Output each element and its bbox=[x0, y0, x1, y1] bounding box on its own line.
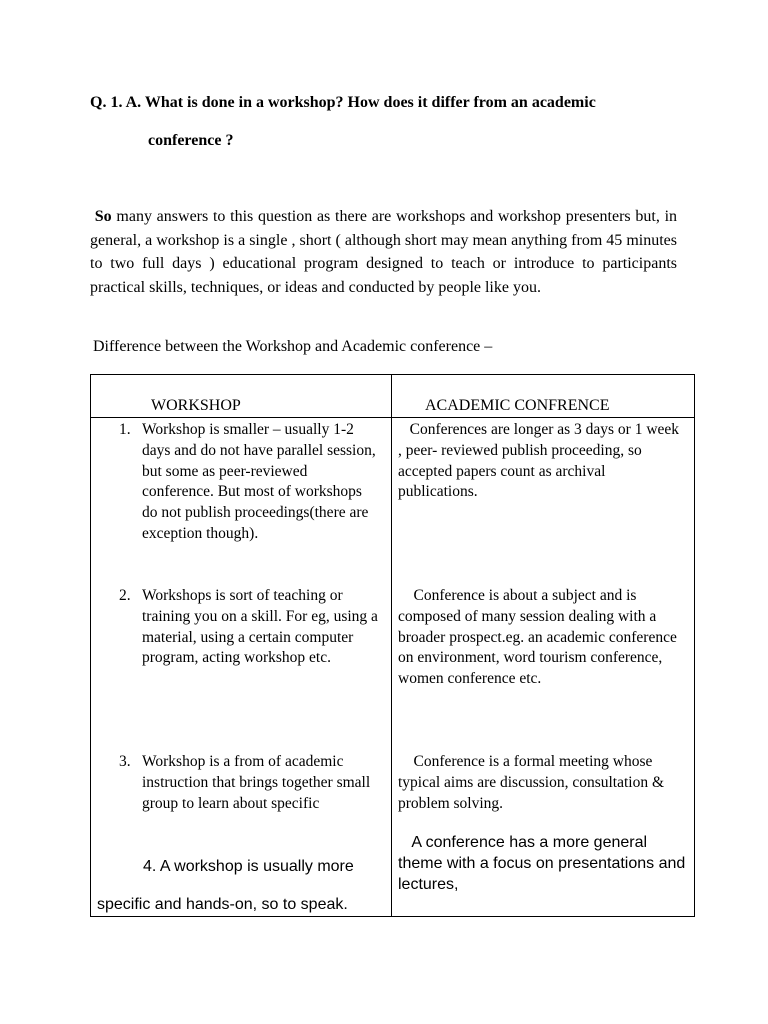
workshop-cell bbox=[91, 418, 392, 917]
workshop-point-4-continuation: specific and hands-on, so to speak. bbox=[97, 896, 348, 913]
question-line-1: Q. 1. A. What is done in a workshop? How does it differ from an academic bbox=[90, 94, 596, 111]
table-body-row bbox=[91, 418, 695, 917]
workshop-point-1-number: 1. bbox=[119, 421, 131, 438]
conference-point-2: Conference is about a subject and is composed of many session dealing with a broader prospect.eg. an academic conference on environment, word tourism conference, women conference etc. bbox=[398, 587, 677, 688]
conference-point-3: Conference is a formal meeting whose typical aims are discussion, consultation & problem solving. bbox=[398, 753, 665, 812]
intro-body: many answers to this question as there are workshops and workshop presenters but, in general, a workshop is a single , short ( although short may mean anything from 45 minutes to two full days ) educational program designed to teach or introduce to participants practical skills, techniques, or ideas and conducted by people like you. bbox=[90, 208, 678, 296]
workshop-point-3 bbox=[91, 752, 387, 814]
workshop-point-3-number: 3. bbox=[119, 753, 131, 770]
conference-cell bbox=[392, 418, 695, 917]
workshop-point-1 bbox=[91, 420, 387, 545]
intro-lead-word: So bbox=[94, 208, 112, 225]
table-header-row bbox=[91, 375, 695, 418]
workshop-header: WORKSHOP bbox=[151, 397, 241, 414]
difference-heading: Difference between the Workshop and Academic conference – bbox=[93, 338, 493, 355]
question-line-2: conference ? bbox=[148, 132, 234, 149]
workshop-point-2 bbox=[91, 586, 387, 669]
conference-header-cell bbox=[392, 375, 695, 418]
workshop-point-3-text: Workshop is a from of academic instruction that brings together small group to learn about specific bbox=[142, 753, 371, 812]
workshop-point-1-text: Workshop is smaller – usually 1-2 days and do not have parallel session, but some as peer-reviewed conference. But most of workshops do not publish proceedings(there are exception though). bbox=[142, 421, 376, 542]
workshop-point-2-text: Workshops is sort of teaching or training you on a skill. For eg, using a material, using a certain computer program, acting workshop etc. bbox=[142, 587, 378, 667]
workshop-point-4: 4. A workshop is usually more bbox=[143, 858, 354, 875]
conference-header: ACADEMIC CONFRENCE bbox=[425, 397, 610, 414]
conference-point-1: Conferences are longer as 3 days or 1 week , peer- reviewed publish proceeding, so accepted papers count as archival publications. bbox=[398, 421, 680, 501]
workshop-point-2-number: 2. bbox=[119, 587, 131, 604]
workshop-header-cell bbox=[91, 375, 392, 418]
comparison-table bbox=[90, 374, 695, 917]
conference-point-4: A conference has a more general theme with a focus on presentations and lectures, bbox=[398, 834, 686, 893]
intro-paragraph bbox=[90, 205, 677, 299]
